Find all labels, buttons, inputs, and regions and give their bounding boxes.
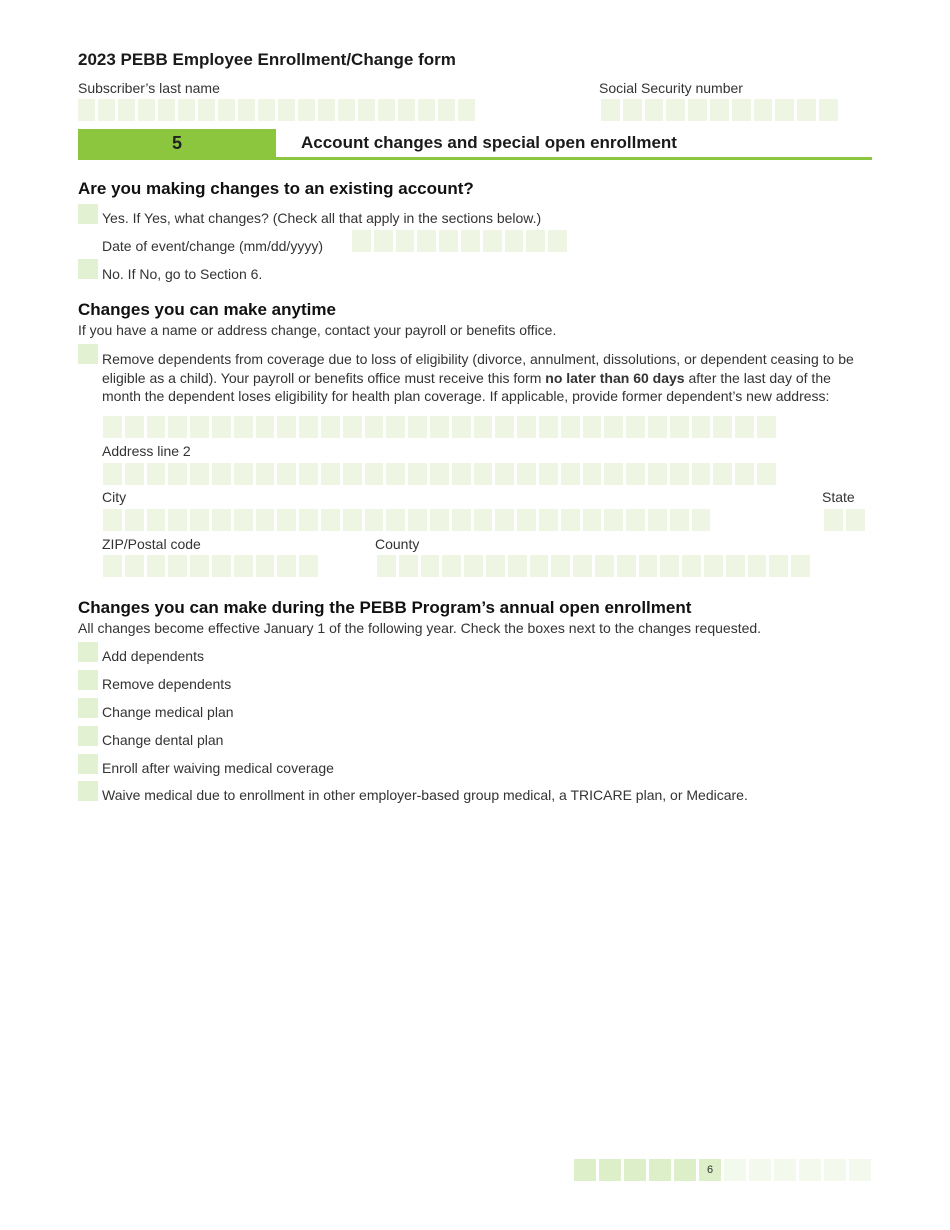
entry-box[interactable] xyxy=(539,509,558,531)
entry-box[interactable] xyxy=(670,509,689,531)
page-box xyxy=(649,1159,671,1181)
entry-box[interactable] xyxy=(648,463,667,485)
entry-box[interactable] xyxy=(408,509,427,531)
entry-box[interactable] xyxy=(430,509,449,531)
entry-box[interactable] xyxy=(343,416,362,438)
entry-box[interactable] xyxy=(277,463,296,485)
entry-box[interactable] xyxy=(617,555,636,577)
entry-box[interactable] xyxy=(352,230,371,252)
entry-box[interactable] xyxy=(218,99,235,121)
zip-label: ZIP/Postal code xyxy=(102,536,201,552)
entry-box[interactable] xyxy=(710,99,729,121)
zip-field[interactable] xyxy=(103,555,318,577)
entry-box[interactable] xyxy=(495,509,514,531)
entry-box[interactable] xyxy=(398,99,415,121)
entry-box[interactable] xyxy=(561,463,580,485)
entry-box[interactable] xyxy=(474,509,493,531)
entry-box[interactable] xyxy=(417,230,436,252)
section-header xyxy=(78,129,872,160)
entry-box[interactable] xyxy=(234,555,253,577)
entry-box[interactable] xyxy=(648,509,667,531)
state-field[interactable] xyxy=(824,509,865,531)
add-dependents-checkbox[interactable] xyxy=(78,642,98,662)
entry-box[interactable] xyxy=(452,509,471,531)
county-field[interactable] xyxy=(377,555,810,577)
entry-box[interactable] xyxy=(439,230,458,252)
entry-box[interactable] xyxy=(299,509,318,531)
entry-box[interactable] xyxy=(147,416,166,438)
entry-box[interactable] xyxy=(98,99,115,121)
entry-box[interactable] xyxy=(258,99,275,121)
entry-box[interactable] xyxy=(147,509,166,531)
entry-box[interactable] xyxy=(660,555,679,577)
entry-box[interactable] xyxy=(338,99,355,121)
entry-box[interactable] xyxy=(757,463,776,485)
entry-box[interactable] xyxy=(321,416,340,438)
entry-box[interactable] xyxy=(791,555,810,577)
address-line-1-field[interactable] xyxy=(103,416,776,438)
entry-box[interactable] xyxy=(158,99,175,121)
entry-box[interactable] xyxy=(551,555,570,577)
entry-box[interactable] xyxy=(458,99,475,121)
entry-box[interactable] xyxy=(399,555,418,577)
page-box xyxy=(824,1159,846,1181)
last-name-field[interactable] xyxy=(78,99,475,121)
current-page-number: 6 xyxy=(699,1159,721,1181)
entry-box[interactable] xyxy=(692,509,711,531)
entry-box[interactable] xyxy=(365,509,384,531)
entry-box[interactable] xyxy=(365,416,384,438)
entry-box[interactable] xyxy=(386,509,405,531)
enroll-after-waiving-checkbox[interactable] xyxy=(78,754,98,774)
entry-box[interactable] xyxy=(190,416,209,438)
entry-box[interactable] xyxy=(378,99,395,121)
entry-box[interactable] xyxy=(299,555,318,577)
remove-text-part-1: Remove dependents from coverage due to loss of eligibility (divorce, annulment, dissolutions, or dependent ceasing to be eligible as a child). Your payroll or benefits office must receive this form xyxy=(102,351,854,386)
entry-box[interactable] xyxy=(125,555,144,577)
entry-box[interactable] xyxy=(365,463,384,485)
entry-box[interactable] xyxy=(526,230,545,252)
entry-box[interactable] xyxy=(648,416,667,438)
yes-checkbox[interactable] xyxy=(78,204,98,224)
entry-box[interactable] xyxy=(118,99,135,121)
entry-box[interactable] xyxy=(735,463,754,485)
entry-box[interactable] xyxy=(704,555,723,577)
entry-box[interactable] xyxy=(452,416,471,438)
entry-box[interactable] xyxy=(639,555,658,577)
entry-box[interactable] xyxy=(797,99,816,121)
open-enrollment-intro: All changes become effective January 1 of the following year. Check the boxes next to the changes requested. xyxy=(78,620,762,636)
entry-box[interactable] xyxy=(103,555,122,577)
remove-dependents-label: Remove dependents xyxy=(102,676,232,692)
last-name-label: Subscriber’s last name xyxy=(78,80,220,96)
entry-box[interactable] xyxy=(277,416,296,438)
entry-box[interactable] xyxy=(343,463,362,485)
county-label: County xyxy=(375,536,420,552)
entry-box[interactable] xyxy=(645,99,664,121)
address-line-2-field[interactable] xyxy=(103,463,776,485)
entry-box[interactable] xyxy=(692,416,711,438)
entry-box[interactable] xyxy=(256,555,275,577)
waive-medical-checkbox[interactable] xyxy=(78,781,98,801)
entry-box[interactable] xyxy=(318,99,335,121)
entry-box[interactable] xyxy=(408,416,427,438)
entry-box[interactable] xyxy=(125,416,144,438)
entry-box[interactable] xyxy=(583,463,602,485)
entry-box[interactable] xyxy=(212,463,231,485)
date-of-event-field[interactable] xyxy=(352,230,567,252)
ssn-label: Social Security number xyxy=(599,80,743,96)
waive-medical-label: Waive medical due to enrollment in other employer-based group medical, a TRICARE plan, or Medicare. xyxy=(102,787,748,803)
entry-box[interactable] xyxy=(256,509,275,531)
entry-box[interactable] xyxy=(168,463,187,485)
page-box xyxy=(774,1159,796,1181)
page-box xyxy=(574,1159,596,1181)
remove-dependents-anytime-text xyxy=(102,350,862,406)
entry-box[interactable] xyxy=(125,463,144,485)
entry-box[interactable] xyxy=(461,230,480,252)
entry-box[interactable] xyxy=(583,416,602,438)
entry-box[interactable] xyxy=(103,509,122,531)
entry-box[interactable] xyxy=(666,99,685,121)
entry-box[interactable] xyxy=(238,99,255,121)
entry-box[interactable] xyxy=(819,99,838,121)
entry-box[interactable] xyxy=(321,463,340,485)
page-indicator xyxy=(574,1159,871,1181)
remove-text-part-2: after the last day of the month the dependent loses eligibility for health plan coverage. If applicable, provide former dependent’s new address: xyxy=(102,369,831,404)
page-box xyxy=(624,1159,646,1181)
open-enrollment-heading: Changes you can make during the PEBB Program’s annual open enrollment xyxy=(78,598,692,617)
entry-box[interactable] xyxy=(726,555,745,577)
page-box xyxy=(749,1159,771,1181)
entry-box[interactable] xyxy=(168,555,187,577)
entry-box[interactable] xyxy=(775,99,794,121)
address-line-2-label: Address line 2 xyxy=(102,443,191,459)
remove-text-deadline: no later than 60 days xyxy=(545,369,685,386)
entry-box[interactable] xyxy=(396,230,415,252)
entry-box[interactable] xyxy=(212,555,231,577)
entry-box[interactable] xyxy=(190,463,209,485)
entry-box[interactable] xyxy=(234,509,253,531)
entry-box[interactable] xyxy=(517,416,536,438)
entry-box[interactable] xyxy=(561,416,580,438)
entry-box[interactable] xyxy=(713,416,732,438)
entry-box[interactable] xyxy=(234,416,253,438)
entry-box[interactable] xyxy=(539,416,558,438)
entry-box[interactable] xyxy=(321,509,340,531)
entry-box[interactable] xyxy=(452,463,471,485)
entry-box[interactable] xyxy=(732,99,751,121)
entry-box[interactable] xyxy=(299,463,318,485)
entry-box[interactable] xyxy=(604,463,623,485)
no-checkbox[interactable] xyxy=(78,259,98,279)
entry-box[interactable] xyxy=(198,99,215,121)
entry-box[interactable] xyxy=(530,555,549,577)
entry-box[interactable] xyxy=(824,509,843,531)
entry-box[interactable] xyxy=(212,416,231,438)
entry-box[interactable] xyxy=(548,230,567,252)
section-number: 5 xyxy=(78,129,276,157)
entry-box[interactable] xyxy=(103,463,122,485)
entry-box[interactable] xyxy=(430,463,449,485)
entry-box[interactable] xyxy=(374,230,393,252)
entry-box[interactable] xyxy=(474,463,493,485)
entry-box[interactable] xyxy=(421,555,440,577)
page-box xyxy=(724,1159,746,1181)
entry-box[interactable] xyxy=(256,416,275,438)
anytime-intro: If you have a name or address change, contact your payroll or benefits office. xyxy=(78,322,557,338)
entry-box[interactable] xyxy=(168,416,187,438)
entry-box[interactable] xyxy=(748,555,767,577)
entry-box[interactable] xyxy=(408,463,427,485)
entry-box[interactable] xyxy=(539,463,558,485)
entry-box[interactable] xyxy=(769,555,788,577)
entry-box[interactable] xyxy=(623,99,642,121)
entry-box[interactable] xyxy=(277,509,296,531)
entry-box[interactable] xyxy=(386,463,405,485)
section-title: Account changes and special open enrollment xyxy=(301,133,677,152)
entry-box[interactable] xyxy=(508,555,527,577)
entry-box[interactable] xyxy=(147,463,166,485)
entry-box[interactable] xyxy=(358,99,375,121)
entry-box[interactable] xyxy=(256,463,275,485)
entry-box[interactable] xyxy=(234,463,253,485)
change-medical-plan-checkbox[interactable] xyxy=(78,698,98,718)
entry-box[interactable] xyxy=(495,416,514,438)
entry-box[interactable] xyxy=(604,509,623,531)
entry-box[interactable] xyxy=(298,99,315,121)
entry-box[interactable] xyxy=(464,555,483,577)
entry-box[interactable] xyxy=(754,99,773,121)
entry-box[interactable] xyxy=(442,555,461,577)
anytime-heading: Changes you can make anytime xyxy=(78,300,336,319)
ssn-field[interactable] xyxy=(601,99,838,121)
entry-box[interactable] xyxy=(626,509,645,531)
entry-box[interactable] xyxy=(430,416,449,438)
entry-box[interactable] xyxy=(713,463,732,485)
entry-box[interactable] xyxy=(486,555,505,577)
page-box xyxy=(599,1159,621,1181)
entry-box[interactable] xyxy=(343,509,362,531)
entry-box[interactable] xyxy=(495,463,514,485)
entry-box[interactable] xyxy=(212,509,231,531)
date-label: Date of event/change (mm/dd/yyyy) xyxy=(102,238,323,254)
entry-box[interactable] xyxy=(299,416,318,438)
entry-box[interactable] xyxy=(670,463,689,485)
page-box xyxy=(799,1159,821,1181)
remove-dependents-checkbox[interactable] xyxy=(78,670,98,690)
city-field[interactable] xyxy=(103,509,710,531)
entry-box[interactable] xyxy=(626,416,645,438)
change-dental-plan-checkbox[interactable] xyxy=(78,726,98,746)
entry-box[interactable] xyxy=(561,509,580,531)
entry-box[interactable] xyxy=(377,555,396,577)
entry-box[interactable] xyxy=(125,509,144,531)
entry-box[interactable] xyxy=(386,416,405,438)
state-label: State xyxy=(822,489,855,505)
entry-box[interactable] xyxy=(757,416,776,438)
entry-box[interactable] xyxy=(474,416,493,438)
entry-box[interactable] xyxy=(483,230,502,252)
entry-box[interactable] xyxy=(103,416,122,438)
entry-box[interactable] xyxy=(178,99,195,121)
entry-box[interactable] xyxy=(147,555,166,577)
page-box xyxy=(849,1159,871,1181)
entry-box[interactable] xyxy=(682,555,701,577)
entry-box[interactable] xyxy=(626,463,645,485)
change-medical-plan-label: Change medical plan xyxy=(102,704,234,720)
entry-box[interactable] xyxy=(595,555,614,577)
entry-box[interactable] xyxy=(688,99,707,121)
page-box xyxy=(674,1159,696,1181)
enroll-after-waiving-label: Enroll after waiving medical coverage xyxy=(102,760,334,776)
entry-box[interactable] xyxy=(735,416,754,438)
entry-box[interactable] xyxy=(670,416,689,438)
remove-dependents-anytime-checkbox[interactable] xyxy=(78,344,98,364)
form-title: 2023 PEBB Employee Enrollment/Change form xyxy=(78,50,456,69)
entry-box[interactable] xyxy=(190,555,209,577)
entry-box[interactable] xyxy=(138,99,155,121)
city-label: City xyxy=(102,489,127,505)
change-dental-plan-label: Change dental plan xyxy=(102,732,224,748)
no-label: No. If No, go to Section 6. xyxy=(102,266,263,282)
entry-box[interactable] xyxy=(601,99,620,121)
add-dependents-label: Add dependents xyxy=(102,648,204,664)
entry-box[interactable] xyxy=(583,509,602,531)
entry-box[interactable] xyxy=(278,99,295,121)
entry-box[interactable] xyxy=(517,509,536,531)
existing-account-heading: Are you making changes to an existing account? xyxy=(78,179,474,198)
entry-box[interactable] xyxy=(418,99,435,121)
entry-box[interactable] xyxy=(277,555,296,577)
entry-box[interactable] xyxy=(604,416,623,438)
entry-box[interactable] xyxy=(438,99,455,121)
entry-box[interactable] xyxy=(78,99,95,121)
entry-box[interactable] xyxy=(505,230,524,252)
entry-box[interactable] xyxy=(846,509,865,531)
entry-box[interactable] xyxy=(517,463,536,485)
entry-box[interactable] xyxy=(190,509,209,531)
yes-label: Yes. If Yes, what changes? (Check all that apply in the sections below.) xyxy=(102,210,542,226)
entry-box[interactable] xyxy=(573,555,592,577)
entry-box[interactable] xyxy=(168,509,187,531)
entry-box[interactable] xyxy=(692,463,711,485)
